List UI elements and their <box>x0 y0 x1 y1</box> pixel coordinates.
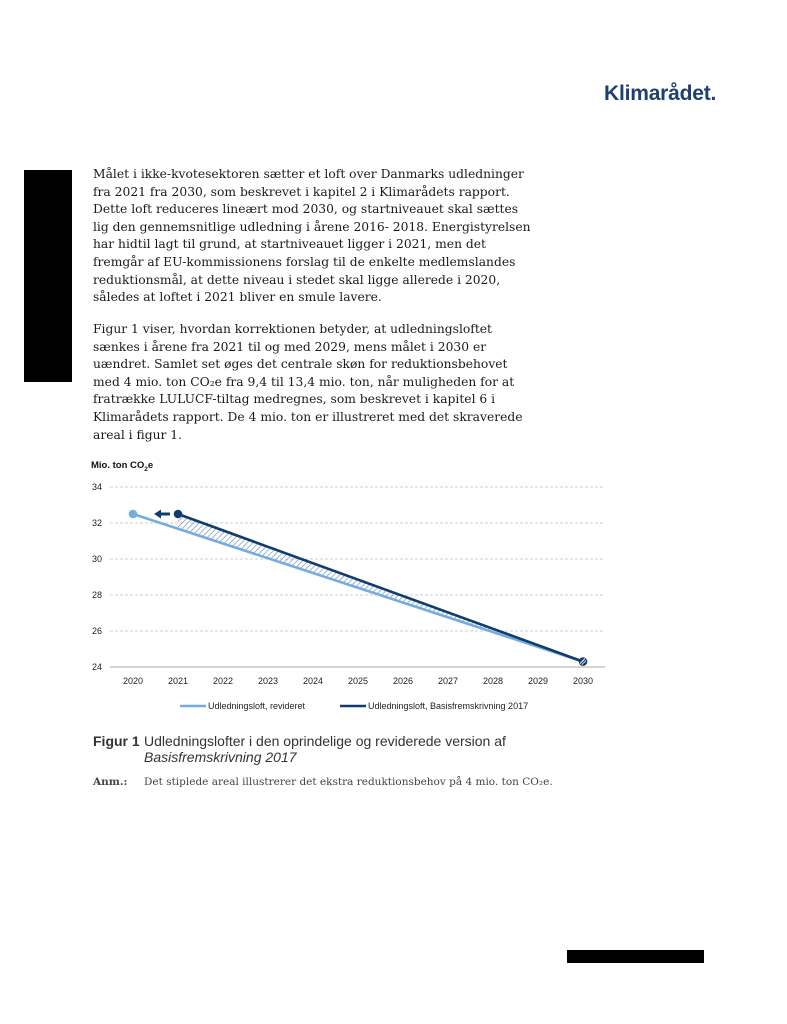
x-tick-label: 2021 <box>167 676 189 686</box>
body-paragraph-1: Målet i ikke-kvotesektoren sætter et loft over Danmarks udledninger fra 2021 fra 2030, som beskrevet i kapitel 2 i Klimarådets rapport. Dette loft reduceres lineært mod 2030, og startniveauet skal sættes lig den gennemsnitlige udledning i årene 2016- 2018. Energistyrelsen har hidtil lagt til grund, at startniveauet ligger i 2021, men det fremgår af EU-kommissionens forslag til de enkelte medlemslandes reduktionsmål, at dette niveau i stedet skal ligge allerede i 2020, således at loftet i 2021 bliver en smule lavere. <box>93 167 531 305</box>
body-paragraph-2: Figur 1 viser, hvordan korrektionen betyder, at udledningsloftet sænkes i årene fra 2021 til og med 2029, mens målet i 2030 er uændret. Samlet set øges det centrale skøn for reduktionsbehovet med 4 mio. ton CO₂e fra 9,4 til 13,4 mio. ton, når muligheden for at fratrække LULUCF-tiltag medregnes, som beskrevet i kapitel 6 i Klimarådets rapport. De 4 mio. ton er illustreret med det skraverede areal i figur 1. <box>93 322 523 442</box>
legend-label-revideret: Udledningsloft, revideret <box>208 701 306 711</box>
y-tick-label: 32 <box>91 518 102 528</box>
klimaraadet-logo: Klimarådet. <box>604 82 717 105</box>
y-tick-label: 30 <box>91 554 102 564</box>
legend-label-basis: Udledningsloft, Basisfremskrivning 2017 <box>368 701 529 711</box>
series-line-revideret <box>133 514 583 662</box>
side-black-bar <box>24 170 72 382</box>
series-end-point <box>579 657 588 666</box>
figure-1-chart <box>80 455 620 725</box>
x-tick-label: 2028 <box>482 676 504 686</box>
x-tick-label: 2030 <box>572 676 594 686</box>
y-tick-label: 26 <box>91 626 102 636</box>
y-tick-label: 24 <box>91 662 102 672</box>
series-start-point-basis <box>174 510 183 519</box>
x-tick-label: 2024 <box>302 676 324 686</box>
x-tick-label: 2029 <box>527 676 549 686</box>
y-tick-label: 28 <box>91 590 102 600</box>
x-tick-label: 2025 <box>347 676 369 686</box>
figure-label: Figur 1 <box>93 733 140 749</box>
x-tick-label: 2027 <box>437 676 459 686</box>
shift-arrow-head <box>154 510 161 519</box>
note-label: Anm.: <box>93 776 128 788</box>
series-line-basis <box>178 514 583 662</box>
x-tick-label: 2023 <box>257 676 279 686</box>
x-tick-label: 2026 <box>392 676 414 686</box>
x-tick-label: 2022 <box>212 676 234 686</box>
line-chart-svg <box>80 455 620 725</box>
figure-caption-text: Udledningslofter i den oprindelige og reviderede version af Basisfremskrivning 2017 <box>144 733 506 765</box>
footer-black-bar <box>567 950 704 963</box>
x-tick-label: 2020 <box>122 676 144 686</box>
series-start-point-revideret <box>129 510 138 519</box>
note-text: Det stiplede areal illustrerer det ekstra reduktionsbehov på 4 mio. ton CO₂e. <box>144 776 553 788</box>
y-tick-label: 34 <box>91 482 102 492</box>
y-axis-title: Mio. ton $CO_2e$ <box>91 460 154 473</box>
